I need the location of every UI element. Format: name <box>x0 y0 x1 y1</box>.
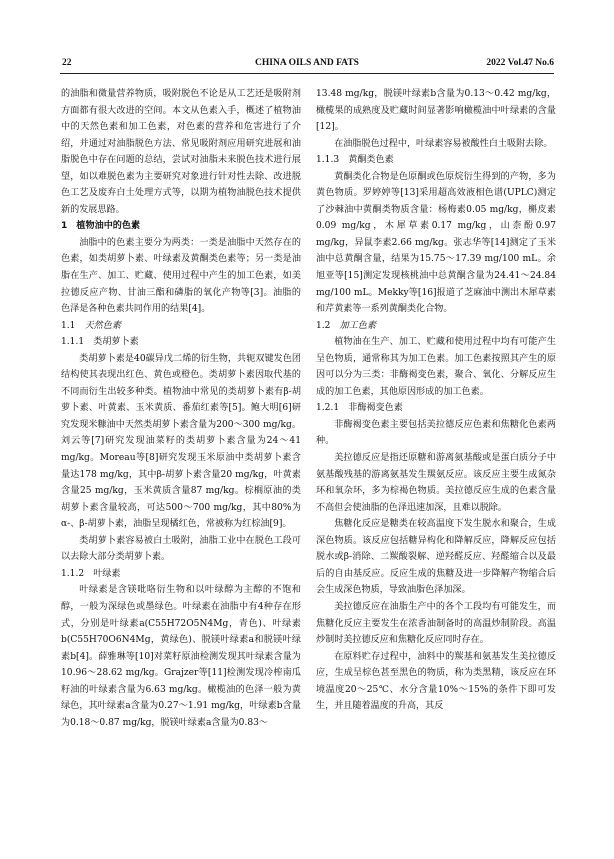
left-column <box>61 86 301 846</box>
right-column <box>316 86 556 846</box>
paragraph: 叶绿素是含镁吡咯衍生物和以叶绿醇为主醇的不饱和醇，一般为深绿色或墨绿色。叶绿素在油脂中有4种存在形式，分别是叶绿素a(C55H72O5N4Mg，青色)、叶绿素b(C55H70O6N4Mg，黄绿色)、脱镁叶绿素a和脱镁叶绿素b[4]。薛雅琳等[10]对菜籽原油检测发现其叶绿素含量为10.96～28.62 mg/kg。Grajzer等[11]检测发现冷榨南瓜籽油的叶绿素含量为6.63 mg/kg。橄榄油的色泽一般为黄绿色，其叶绿素a含量为0.27～1.91 mg/kg，叶绿素b含量为0.18～0.87 mg/kg，脱镁叶绿素a含量为0.83～ <box>61 585 301 728</box>
section-title: 加工色素 <box>339 320 376 331</box>
page-number: 22 <box>62 58 72 68</box>
section-heading <box>61 318 301 335</box>
paragraph-continued: 13.48 mg/kg，脱镁叶绿素b含量为0.13～0.42 mg/kg，橄榄果的成熟度及贮藏时间显著影响橄榄油中叶绿素的含量[12]。 <box>316 89 556 133</box>
section-number: 1.1 <box>61 320 85 331</box>
paragraph: 黄酮类化合物是色原酮或色原烷衍生得到的产物，多为黄色物质。罗婷婷等[13]采用超高效液相色谱(UPLC)测定了沙棘油中黄酮类物质含量：杨梅素0.05 mg/kg，槲皮素0.09 mg/kg，木犀草素0.17 mg/kg，山柰酚0.97 mg/kg，异鼠李素2.66 mg/kg。张志华等[14]测定了玉米油中总黄酮含量，结果为15.75～17.39 mg/100 mL。余旭亚等[15]测定发现核桃油中总黄酮含量为24.41～24.84 mg/100 mL。Mekky等[16]报道了芝麻油中测出木犀草素和芹黄素等一系列黄酮类化合物。 <box>316 171 556 315</box>
paragraph: 非酶褐变色素主要包括美拉德反应色素和焦糖化色素两种。 <box>316 419 556 447</box>
section-heading: 1 植物油中的色素 <box>61 221 141 232</box>
section-heading <box>316 318 556 335</box>
paragraph: 在油脂脱色过程中，叶绿素容易被酸性白土吸附去除。 <box>334 138 553 149</box>
paragraph-continued: 的油脂和微量营养物质，吸附脱色不论是从工艺还是吸附剂方面都有很大改进的空间。本文从色素入手，概述了植物油中的天然色素和加工色素，对色素的营养和危害进行了介绍，并通过对油脂脱色方法、常见吸附剂应用研究进展和油脂脱色中存在问题的总结，尝试对油脂未来脱色技术进行展望，如以难脱色素为主要研究对象进行针对性去除、改进脱色工艺及废弃白土处理方式等，以期为植物油脱色技术提供新的发展思路。 <box>61 89 301 215</box>
section-title: 天然色素 <box>84 320 121 331</box>
subsection-heading: 1.1.2 叶绿素 <box>61 568 121 579</box>
header-rule <box>60 73 554 74</box>
paragraph: 类胡萝卜素是40碳异戊二烯的衍生物，共轭双键发色团结构使其表现出红色、黄色或橙色。类胡萝卜素因取代基的不同而衍生出较多种类。植物油中常见的类胡萝卜素有β-胡萝卜素、叶黄素、玉米黄质、番茄红素等[5]。鲍大明[6]研究发现米糠油中天然类胡萝卜素含量为200～300 mg/kg。刘云等[7]研究发现油菜籽的类胡萝卜素含量为24～41 mg/kg。Moreau等[8]研究发现玉米原油中类胡萝卜素含量达178 mg/kg，其中β-胡萝卜素含量20 mg/kg，叶黄素含量25 mg/kg，玉米黄质含量87 mg/kg。棕榈原油的类胡萝卜素含量较高，可达500～700 mg/kg，其中80%为α-、β-胡萝卜素，油脂呈现橘红色，常被称为红棕油[9]。 <box>61 353 301 530</box>
paragraph: 美拉德反应在油脂生产中的各个工段均有可能发生，而焦糖化反应主要发生在浓香油制备时的高温炒制阶段。高温炒制时美拉德反应和焦糖化反应同时存在。 <box>316 601 556 646</box>
paragraph: 植物油在生产、加工、贮藏和使用过程中均有可能产生呈色物质，通常称其为加工色素。加工色素按照其产生的原因可以分为三类：非酶褐变色素，聚合、氧化、分解反应生成的加工色素，其他原因形成的加工色素。 <box>316 337 556 397</box>
paragraph: 油脂中的色素主要分为两类：一类是油脂中天然存在的色素，如类胡萝卜素、叶绿素及黄酮类色素等；另一类是油脂在生产、加工、贮藏、使用过程中产生的加工色素，如美拉德反应产物、甘油三酯和磷脂的氧化产物等[3]。油脂的色泽是各种色素共同作用的结果[4]。 <box>61 237 301 315</box>
subsection-heading: 1.2.1 非酶褐变色素 <box>316 403 403 414</box>
paragraph: 在原料贮存过程中，油料中的羰基和氨基发生美拉德反应，生成呈棕色甚至黑色的物质，称为类黑精，该反应在环境温度20～25℃、水分含量10%～15%的条件下即可发生，并且随着温度的升高，其反 <box>316 651 556 712</box>
volume-info: 2022 Vol.47 No.6 <box>486 58 554 68</box>
paragraph: 焦糖化反应是糖类在较高温度下发生脱水和聚合，生成深色物质。该反应包括糖异构化和降解反应，降解反应包括脱水或β-消除、二羰酸裂解、逆羟醛反应、羟醛缩合以及最后的自由基反应。反应生成的焦糖及进一步降解产物缩合后会生成深色物质，导致油脂色泽加深。 <box>316 519 556 596</box>
paragraph: 美拉德反应是指还原糖和游离氨基酸或是蛋白质分子中氨基酸残基的游离氨基发生羰氨反应。该反应主要生成氮杂环和氧杂环，多为棕褐色物质。美拉德反应生成的色素含量不高但会使油脂的色泽迅速加深，且难以脱除。 <box>316 453 556 513</box>
subsection-heading: 1.1.3 黄酮类色素 <box>316 155 394 166</box>
paragraph: 类胡萝卜素容易被白土吸附，油脂工业中在脱色工段可以去除大部分类胡萝卜素。 <box>61 535 301 563</box>
page-header <box>60 58 554 72</box>
journal-title: CHINA OILS AND FATS <box>255 58 359 68</box>
section-number: 1.2 <box>316 320 340 331</box>
subsection-heading: 1.1.1 类胡萝卜素 <box>61 337 139 348</box>
